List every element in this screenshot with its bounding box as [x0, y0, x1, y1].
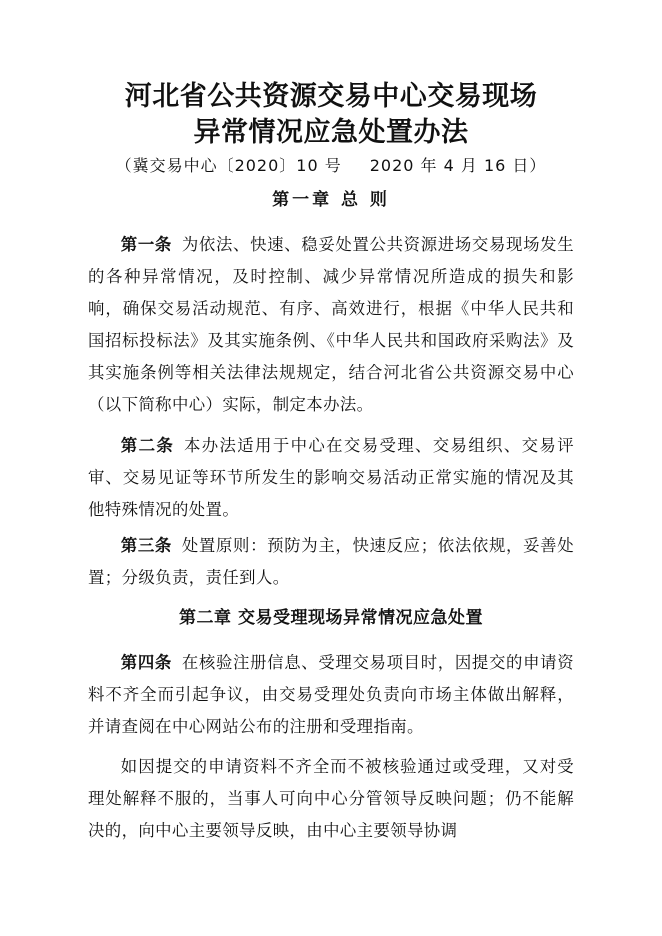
article-1	[88, 229, 574, 421]
article-label: 第一条	[120, 235, 172, 254]
article-text: 处置原则：预防为主，快速反应；依法依规，妥善处置；分级负责，责任到人。	[88, 536, 575, 587]
document-title-line2: 异常情况应急处置办法	[193, 117, 469, 148]
article-text: 为依法、快速、稳妥处置公共资源进场交易现场发生的各种异常情况，及时控制、减少异常情况所造成的损失和影响，确保交易活动规范、有序、高效进行，根据《中华人民共和国招标投标法》及其实施条例、《中华人民共和国政府采购法》及其实施条例等相关法律法规规定，结合河北省公共资源交易中心（以下简称中心）实际，制定本办法。	[88, 235, 575, 414]
article-3	[88, 530, 574, 594]
article-label: 第二条	[120, 436, 175, 455]
chapter-1-heading: 第一章 总 则	[272, 190, 390, 210]
paragraph-text: 如因提交的申请资料不齐全而不被核验通过或受理，又对受理处解释不服的，当事人可向中心分管领导反映问题；仍不能解决的，向中心主要领导反映，由中心主要领导协调	[88, 757, 574, 840]
article-text: 在核验注册信息、受理交易项目时，因提交的申请资料不齐全而引起争议，由交易受理处负责向市场主体做出解释，并请查阅在中心网站公布的注册和受理指南。	[88, 653, 575, 736]
article-label: 第三条	[120, 536, 172, 555]
paragraph	[88, 751, 574, 847]
article-4	[88, 647, 574, 743]
document-title-line1: 河北省公共资源交易中心交易现场	[124, 81, 538, 112]
article-label: 第四条	[120, 653, 172, 672]
document-number: （冀交易中心〔2020〕10 号	[115, 156, 342, 175]
document-number-line	[0, 155, 662, 177]
chapter-2-heading: 第二章 交易受理现场异常情况应急处置	[179, 608, 483, 628]
document-date: 2020 年 4 月 16 日）	[369, 156, 547, 175]
article-text: 本办法适用于中心在交易受理、交易组织、交易评审、交易见证等环节所发生的影响交易活动正常实施的情况及其他特殊情况的处置。	[88, 436, 574, 519]
article-2	[88, 430, 574, 526]
